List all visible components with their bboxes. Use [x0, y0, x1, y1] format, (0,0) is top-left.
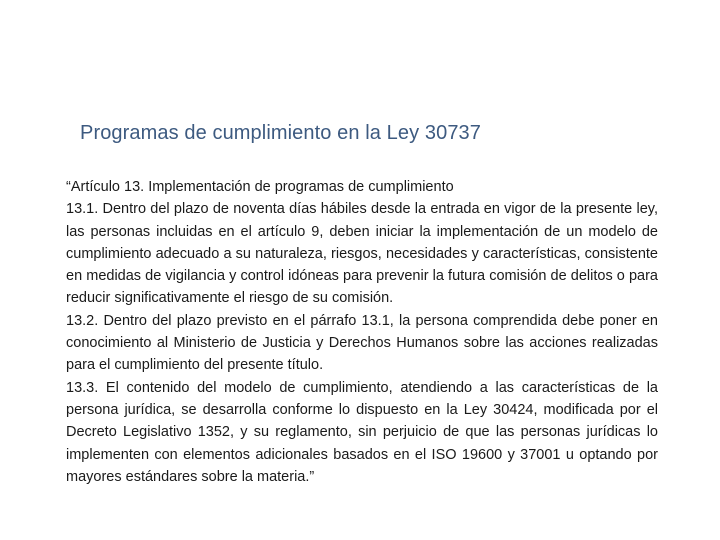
slide-title: Programas de cumplimiento en la Ley 30737: [80, 122, 481, 144]
paragraph-13-3: 13.3. El contenido del modelo de cumplimiento, atendiendo a las características de la persona jurídica, se desarrolla conforme lo dispuesto en la Ley 30424, modificada por el Decreto Legislativo 1352, y su reglamento, sin perjuicio de que las personas jurídicas lo implementen con elementos adicionales basados en el ISO 19600 y 37001 u optando por mayores estándares sobre la materia.”: [66, 379, 658, 485]
paragraph-13-1: 13.1. Dentro del plazo de noventa días hábiles desde la entrada en vigor de la presente ley, las personas incluidas en el artículo 9, deben iniciar la implementación de un modelo de cumplimiento adecuado a su naturaleza, riesgos, necesidades y características, consistente en medidas de vigilancia y control idóneas para prevenir la futura comisión de delitos o para reducir significativamente el riesgo de su comisión.: [66, 201, 658, 307]
article-heading: “Artículo 13. Implementación de programas de cumplimiento: [66, 179, 454, 195]
slide-body: [66, 176, 658, 488]
paragraph-13-2: 13.2. Dentro del plazo previsto en el párrafo 13.1, la persona comprendida debe poner en conocimiento al Ministerio de Justicia y Derechos Humanos sobre las acciones realizadas para el cumplimiento del presente título.: [66, 312, 658, 374]
